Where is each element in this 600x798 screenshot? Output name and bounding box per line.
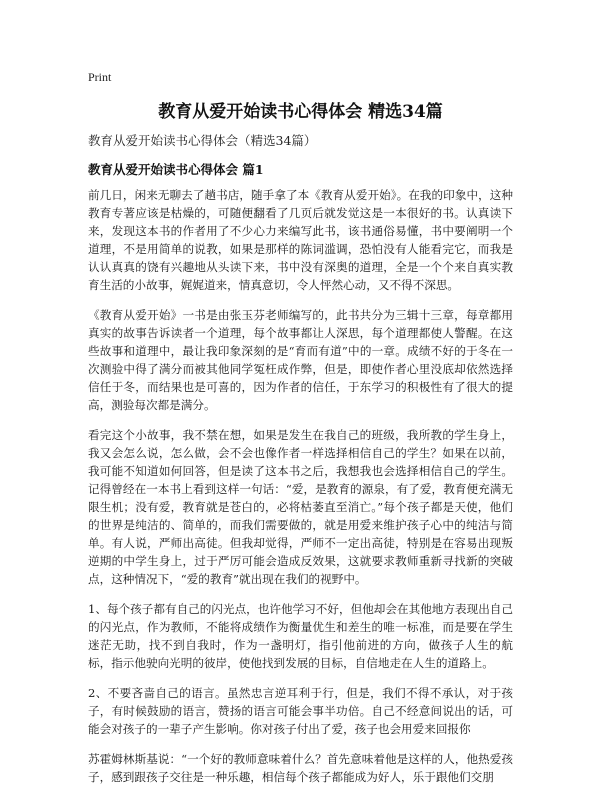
paragraph: 前几日，闲来无聊去了趟书店，随手拿了本《教育从爱开始》。在我的印象中，这种教育专著应该是枯燥的，可随便翻看了几页后就发觉这是一本很好的书。认真读下来，发现这本书的作者用了不少心力来编写此书，该书通俗易懂，书中要阐明一个道理，不是用简单的说教，如果是那样的陈词滥调，恐怕没有人能看完它，而我是认认真真的饶有兴趣地从头读下来，书中没有深奥的道理，全是一个个来自真实教育生活的小故事，娓娓道来，情真意切，令人怦然心动，又不得不深思。 [88,188,513,292]
print-link[interactable]: Print [88,70,112,84]
paragraph: 《教育从爱开始》一书是由张玉芬老师编写的，此书共分为三辑十三章，每章都用真实的故事告诉读者一个道理，每个故事都让人深思，每个道理都使人警醒。在这些故事和道理中，最让我印象深刻的是“育而有道”中的一章。成绩不好的于冬在一次测验中得了满分而被其他同学冤枉成作弊，但是，即使作者心里没底却依然选择信任于冬，而结果也是可喜的，因为作者的信任，于东学习的积极性有了很大的提高，测验每次都是满分。 [88,308,513,412]
paragraph: 2、不要吝啬自己的语言。虽然忠言逆耳利于行，但是，我们不得不承认，对于孩子，有时候鼓励的语言，赞扬的语言可能会事半功倍。自己不经意间说出的话，可能会对孩子的一辈子产生影响。你对孩子付出了爱，孩子也会用爱来回报你 [88,686,513,736]
section-heading: 教育从爱开始读书心得体会 篇1 [88,162,264,177]
article-body [88,186,513,798]
paragraph: 苏霍姆林斯基说：“一个好的教师意味着什么？首先意味着他是这样的人，他热爱孩子，感到跟孩子交往是一种乐趣，相信每个孩子都能成为好人，乐于跟他们交朋 [88,752,513,784]
paragraph: 看完这个小故事，我不禁在想，如果是发生在我自己的班级，我所教的学生身上，我又会怎么说，怎么做，会不会也像作者一样选择相信自己的学生？如果在以前，我可能不知道如何回答，但是读了这本书之后，我想我也会选择相信自己的学生。记得曾经在一本书上看到这样一句话：“爱，是教育的源泉，有了爱，教育便充满无限生机；没有爱，教育就是苍白的，必将枯萎直至消亡。”每个孩子都是天使，他们的世界是纯洁的、简单的，而我们需要做的，就是用爱来维护孩子心中的纯洁与简单。有人说，严师出高徒。但我却觉得，严师不一定出高徒，特别是在容易出现叛逆期的中学生身上，过于严厉可能会造成反效果，这就要求教师重新寻找新的突破点，这种情况下，“爱的教育”就出现在我们的视野中。 [88,428,513,586]
document-subtitle: 教育从爱开始读书心得体会（精选34篇） [88,133,317,148]
document-title: 教育从爱开始读书心得体会 精选34篇 [158,102,443,122]
paragraph: 1、每个孩子都有自己的闪光点，也许他学习不好，但他却会在其他地方表现出自己的闪光点，作为教师，不能将成绩作为衡量优生和差生的唯一标准，而是要在学生迷茫无助，找不到自我时，作为一盏明灯，指引他前进的方向，做孩子人生的航标，指示他驶向光明的彼岸，使他找到发展的目标，自信地走在人生的道路上。 [88,602,513,670]
